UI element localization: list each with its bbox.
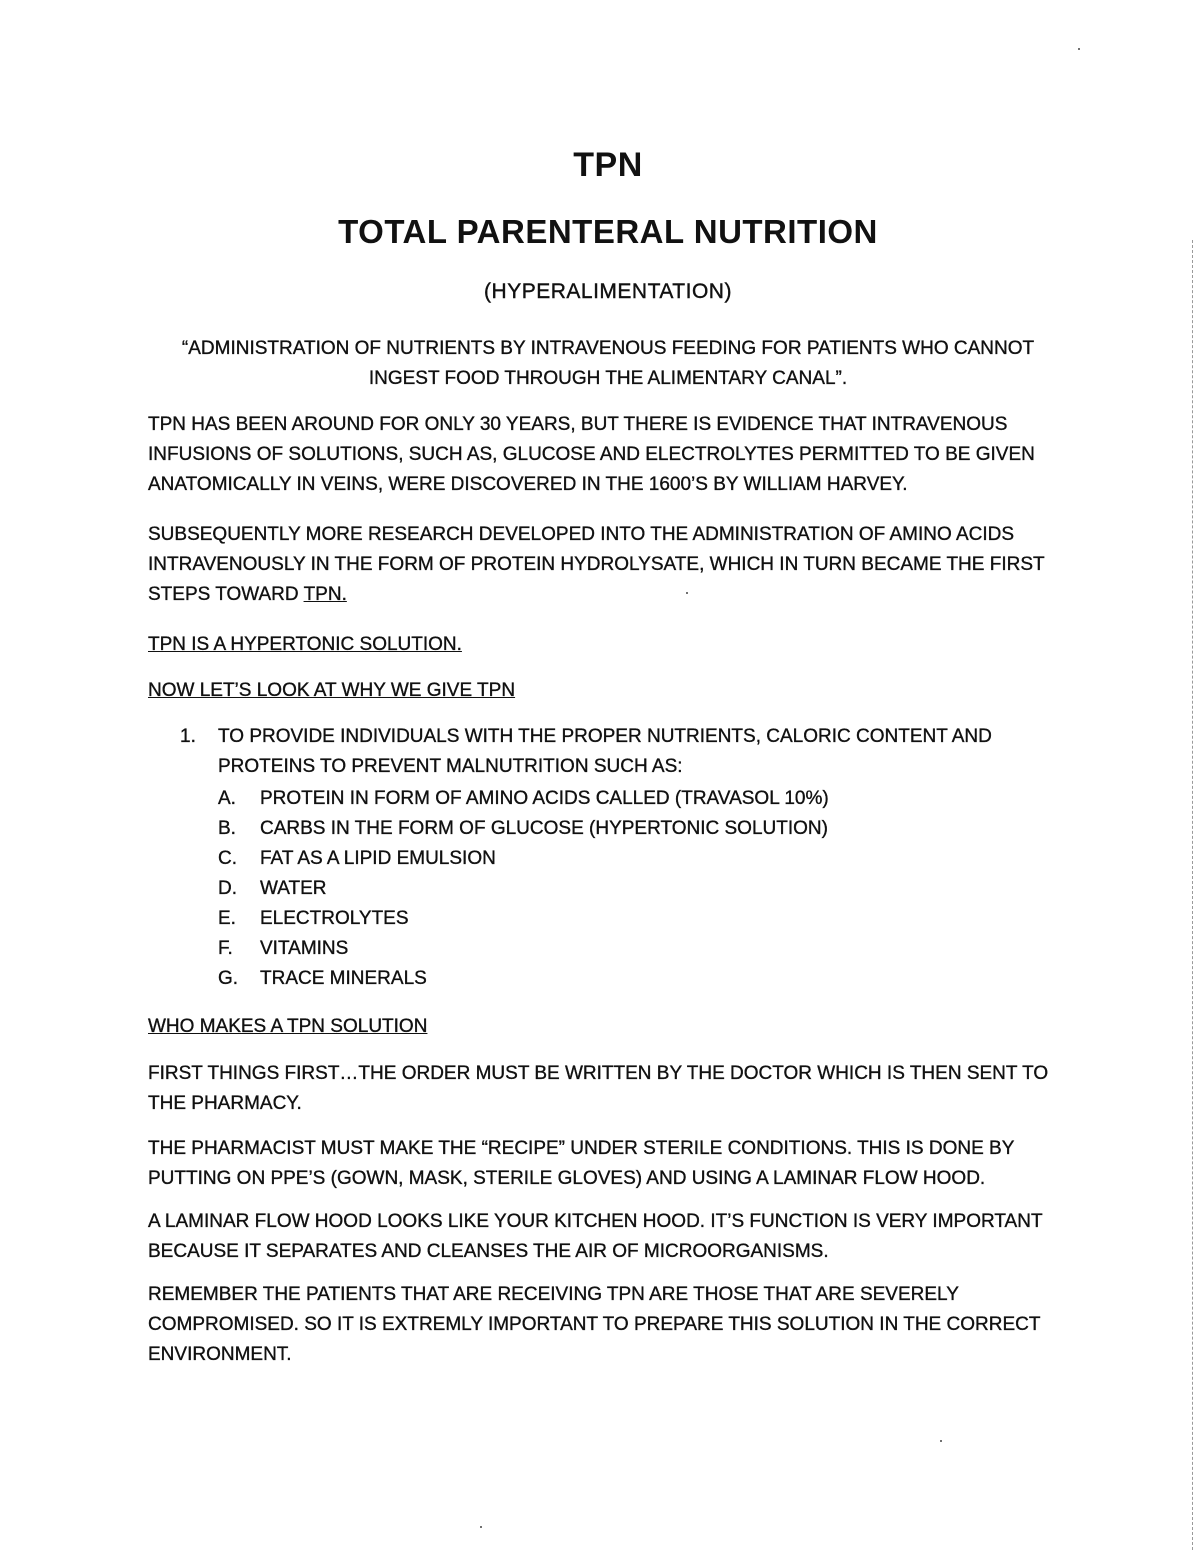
list-item-text: ELECTROLYTES [260, 908, 409, 929]
why-numbered-list [180, 722, 1040, 994]
scan-speck [686, 592, 688, 594]
list-item [218, 964, 1040, 994]
research-paragraph [148, 520, 1068, 610]
document-subtitle: TOTAL PARENTERAL NUTRITION [338, 213, 878, 250]
list-item [218, 814, 1040, 844]
list-item [218, 784, 1040, 814]
list-marker: F. [218, 938, 233, 959]
scan-speck [480, 1526, 482, 1528]
list-item-text: CARBS IN THE FORM OF GLUCOSE (HYPERTONIC SOLUTION) [260, 818, 828, 839]
order-paragraph: FIRST THINGS FIRST…THE ORDER MUST BE WRITTEN BY THE DOCTOR WHICH IS THEN SENT TO THE PHARMACY. [148, 1063, 1049, 1114]
document-title: TPN [573, 146, 643, 184]
document-alt-name: (HYPERALIMENTATION) [484, 280, 732, 303]
hypertonic-heading: TPN IS A HYPERTONIC SOLUTION. [148, 634, 462, 655]
list-item-text: FAT AS A LIPID EMULSION [260, 848, 496, 869]
who-heading: WHO MAKES A TPN SOLUTION [148, 1016, 428, 1037]
research-paragraph-underlined: TPN. [303, 584, 347, 605]
list-marker: B. [218, 818, 236, 839]
list-item [218, 934, 1040, 964]
remember-paragraph: REMEMBER THE PATIENTS THAT ARE RECEIVING TPN ARE THOSE THAT ARE SEVERELY COMPROMISED. SO IT IS EXTREMLY IMPORTANT TO PREPARE THIS SOLUTION IN THE CORRECT ENVIRONMENT. [148, 1284, 1041, 1365]
list-item [218, 904, 1040, 934]
history-paragraph: TPN HAS BEEN AROUND FOR ONLY 30 YEARS, BUT THERE IS EVIDENCE THAT INTRAVENOUS INFUSIONS OF SOLUTIONS, SUCH AS, GLUCOSE AND ELECTROLYTES PERMITTED TO BE GIVEN ANATOMICALLY IN VEINS, WERE DISCOVERED IN THE 1600’S BY WILLIAM HARVEY. [148, 414, 1035, 495]
list-item-text: TRACE MINERALS [260, 968, 427, 989]
list-item-text: TO PROVIDE INDIVIDUALS WITH THE PROPER NUTRIENTS, CALORIC CONTENT AND PROTEINS TO PREVENT MALNUTRITION SUCH AS: [218, 726, 992, 777]
list-item-text: WATER [260, 878, 327, 899]
list-item [218, 874, 1040, 904]
list-marker: C. [218, 848, 237, 869]
list-marker: A. [218, 788, 236, 809]
why-list-item [180, 722, 1040, 782]
research-paragraph-text: SUBSEQUENTLY MORE RESEARCH DEVELOPED INTO THE ADMINISTRATION OF AMINO ACIDS INTRAVENOUSLY IN THE FORM OF PROTEIN HYDROLYSATE, WHICH IN TURN BECAME THE FIRST STEPS TOWARD [148, 524, 1045, 605]
list-item-text: VITAMINS [260, 938, 349, 959]
pharmacist-paragraph: THE PHARMACIST MUST MAKE THE “RECIPE” UNDER STERILE CONDITIONS. THIS IS DONE BY PUTTING ON PPE’S (GOWN, MASK, STERILE GLOVES) AND USING A LAMINAR FLOW HOOD. [148, 1138, 1015, 1189]
list-item-text: PROTEIN IN FORM OF AMINO ACIDS CALLED (TRAVASOL 10%) [260, 788, 829, 809]
list-marker: 1. [180, 726, 196, 747]
list-marker: D. [218, 878, 237, 899]
list-marker: E. [218, 908, 236, 929]
why-heading: NOW LET’S LOOK AT WHY WE GIVE TPN [148, 680, 516, 701]
hood-paragraph: A LAMINAR FLOW HOOD LOOKS LIKE YOUR KITCHEN HOOD. IT’S FUNCTION IS VERY IMPORTANT BECAUSE IT SEPARATES AND CLEANSES THE AIR OF MICROORGANISMS. [148, 1211, 1043, 1262]
definition-quote: “ADMINISTRATION OF NUTRIENTS BY INTRAVENOUS FEEDING FOR PATIENTS WHO CANNOT INGEST FOOD THROUGH THE ALIMENTARY CANAL”. [181, 338, 1035, 389]
scan-speck [1078, 48, 1080, 50]
list-marker: G. [218, 968, 239, 989]
scan-edge-artifact [1192, 240, 1193, 1550]
nutrient-sublist [218, 784, 1040, 994]
list-item [218, 844, 1040, 874]
scan-speck [940, 1440, 942, 1442]
